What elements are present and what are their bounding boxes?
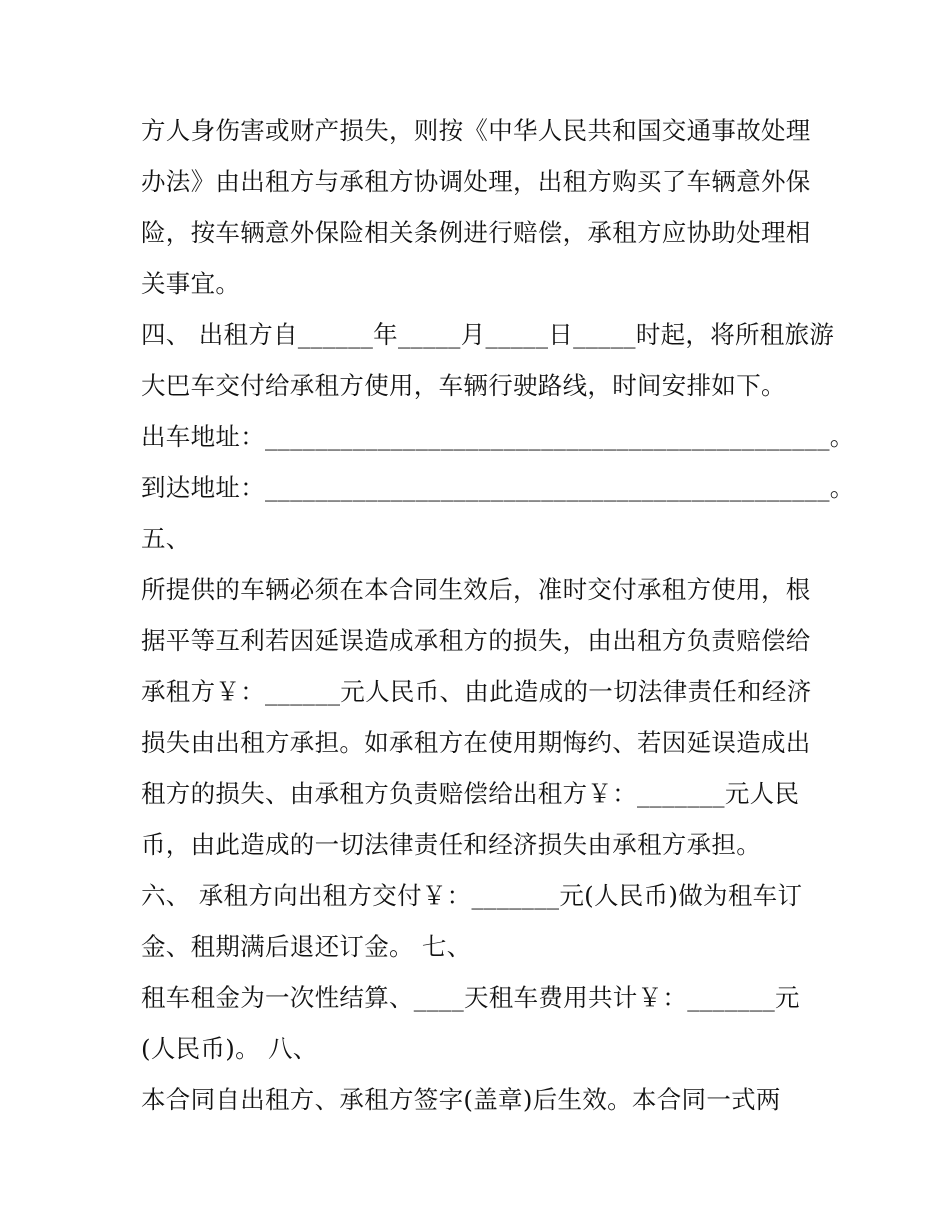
contract-text [141, 105, 855, 1125]
clause-four-line: 四、 出租方自______年_____月_____日_____时起，将所租旅游 [141, 320, 835, 349]
text-line: 租方的损失、由承租方负责赔偿给出租方￥：_______元人民 [141, 779, 800, 808]
text-line: 币，由此造成的一切法律责任和经济损失由承租方承担。 [141, 830, 761, 859]
text-line: 大巴车交付给承租方使用，车辆行驶路线，时间安排如下。 [141, 371, 786, 400]
departure-address-line: 出车地址：_____________________________________________。 [141, 422, 855, 451]
text-line: 关事宜。 [141, 269, 241, 298]
text-line: 险，按车辆意外保险相关条例进行赔偿，承租方应协助处理相 [141, 218, 811, 247]
arrival-address-line: 到达地址：_____________________________________________。 [141, 473, 855, 502]
text-line: 承租方￥：______元人民币、由此造成的一切法律责任和经济 [141, 677, 812, 706]
text-line: 所提供的车辆必须在本合同生效后，准时交付承租方使用，根 [141, 575, 811, 604]
clause-five-heading: 五、 [141, 524, 191, 553]
text-line: 租车租金为一次性结算、____天租车费用共计￥：_______元 [141, 983, 800, 1012]
text-line: 本合同自出租方、承租方签字(盖章)后生效。本合同一式两 [141, 1085, 781, 1114]
text-line: 方人身伤害或财产损失，则按《中华人民共和国交通事故处理 [141, 116, 811, 145]
text-line: 金、租期满后退还订金。 七、 [141, 932, 472, 961]
text-line: 损失由出租方承担。如承租方在使用期悔约、若因延误造成出 [141, 728, 811, 757]
text-line: 据平等互利若因延误造成承租方的损失，由出租方负责赔偿给 [141, 626, 811, 655]
text-line: (人民币)。 八、 [141, 1034, 318, 1063]
clause-six-line: 六、 承租方向出租方交付￥：_______元(人民币)做为租车订 [141, 881, 803, 910]
text-line: 办法》由出租方与承租方协调处理，出租方购买了车辆意外保 [141, 167, 811, 196]
